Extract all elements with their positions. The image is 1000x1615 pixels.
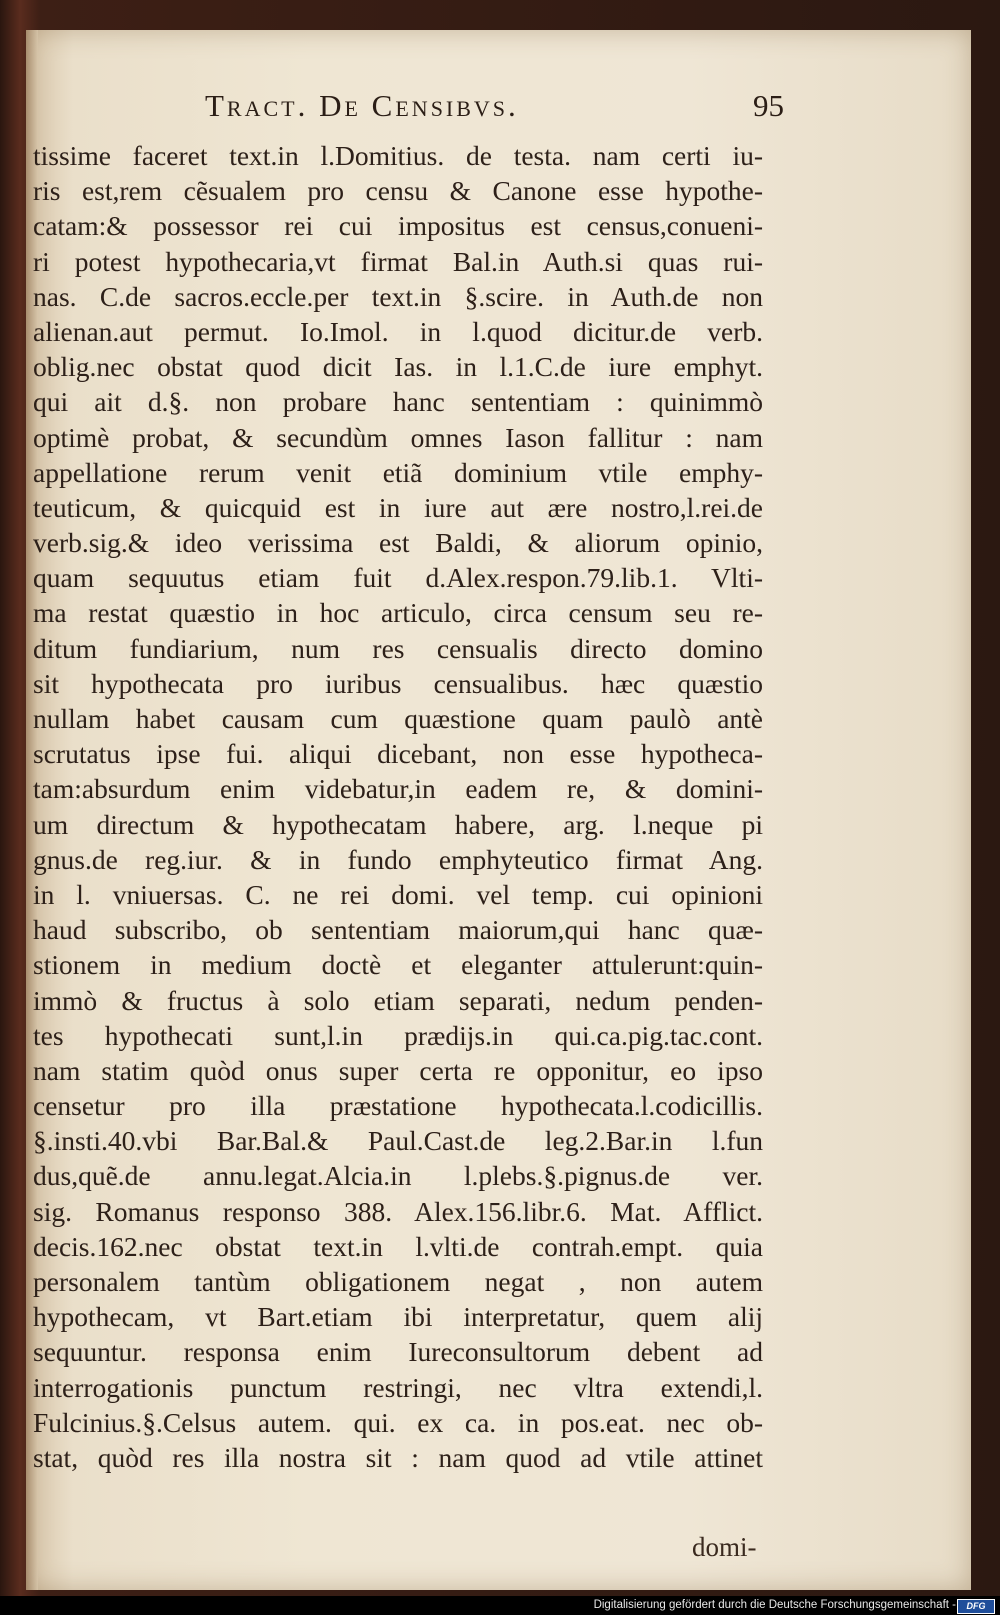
text-line: §.insti.40.vbi Bar.Bal.& Paul.Cast.de leg.2.Bar.in l.fun (33, 1125, 763, 1157)
text-line: sit hypothecata pro iuribus censualibus. hæc quæstio (33, 667, 763, 699)
text-line: qui ait d.§. non probare hanc sententiam : quinimmò (33, 386, 763, 418)
text-line: nam statim quòd onus super certa re opponitur, eo ipso (33, 1054, 763, 1086)
text-line: haud subscribo, ob sententiam maiorum,qui hanc quæ- (33, 914, 763, 946)
text-line: interrogationis punctum restringi, nec vltra extendi,l. (33, 1371, 763, 1403)
running-title: Tract. De Censibvs. (205, 88, 519, 123)
text-line: nas. C.de sacros.eccle.per text.in §.scire. in Auth.de non (33, 280, 763, 312)
text-line: ri potest hypothecaria,vt firmat Bal.in Auth.si quas rui- (33, 245, 763, 277)
text-line: scrutatus ipse fui. aliqui dicebant, non esse hypotheca- (33, 738, 763, 770)
text-line: Fulcinius.§.Celsus autem. qui. ex ca. in pos.eat. nec ob- (33, 1406, 763, 1438)
text-line: gnus.de reg.iur. & in fundo emphyteutico firmat Ang. (33, 843, 763, 875)
text-line: ris est,rem cẽsualem pro censu & Canone esse hypothe- (33, 175, 763, 207)
text-line: dus,quẽ.de annu.legat.Alcia.in l.plebs.§.pignus.de ver. (33, 1160, 763, 1192)
text-line: appellatione rerum venit etiã dominium vtile emphy- (33, 456, 763, 488)
text-line: tes hypothecati sunt,l.in prædijs.in qui.ca.pig.tac.cont. (33, 1019, 763, 1051)
text-line: quam sequutus etiam fuit d.Alex.respon.79.lib.1. Vlti- (33, 562, 763, 594)
dfg-credit: Digitalisierung gefördert durch die Deutsche Forschungsgemeinschaft - (593, 1599, 956, 1611)
page-header (205, 88, 945, 132)
text-line: censetur pro illa præstatione hypothecata.l.codicillis. (33, 1090, 763, 1122)
text-line: decis.162.nec obstat text.in l.vlti.de contrah.empt. quia (33, 1230, 763, 1262)
page-number: 95 (753, 88, 784, 123)
text-line: alienan.aut permut. Io.Imol. in l.quod dicitur.de verb. (33, 315, 763, 347)
text-line: tam:absurdum enim videbatur,in eadem re, & domini- (33, 773, 763, 805)
text-line: personalem tantùm obligationem negat , non autem (33, 1266, 763, 1297)
catchword: domi- (692, 1532, 757, 1562)
text-line: hypothecam, vt Bart.etiam ibi interpretatur, quem alij (33, 1301, 763, 1333)
text-line: teuticum, & quicquid est in iure aut ære nostro,l.rei.de (33, 491, 763, 523)
text-block (33, 138, 763, 1475)
text-line: ditum fundiarium, num res censualis directo domino (33, 632, 763, 664)
text-line: stat, quòd res illa nostra sit : nam quod ad vtile attinet (33, 1441, 763, 1473)
dfg-logo: DFG (957, 1599, 995, 1614)
text-line: catam:& possessor rei cui impositus est census,conueni- (33, 210, 763, 242)
text-line: in l. vniuersas. C. ne rei domi. vel temp. cui opinioni (33, 878, 763, 910)
text-line: nullam habet causam cum quæstione quam paulò antè (33, 703, 763, 734)
text-line: verb.sig.& ideo verissima est Baldi, & aliorum opinio, (33, 527, 763, 559)
text-line: immò & fructus à solo etiam separati, nedum penden- (33, 984, 763, 1016)
text-line: optimè probat, & secundùm omnes Iason fallitur : nam (33, 421, 763, 453)
text-line: sig. Romanus responso 388. Alex.156.libr.6. Mat. Afflict. (33, 1195, 763, 1227)
text-line: sequuntur. responsa enim Iureconsultorum debent ad (33, 1336, 763, 1368)
text-line: stionem in medium doctè et eleganter attulerunt:quin- (33, 949, 763, 981)
text-line: ma restat quæstio in hoc articulo, circa censum seu re- (33, 597, 763, 629)
text-line: oblig.nec obstat quod dicit Ias. in l.1.C.de iure emphyt. (33, 351, 763, 383)
text-line: tissime faceret text.in l.Domitius. de testa. nam certi iu- (33, 140, 763, 171)
text-line: um directum & hypothecatam habere, arg. l.neque pi (33, 808, 763, 840)
